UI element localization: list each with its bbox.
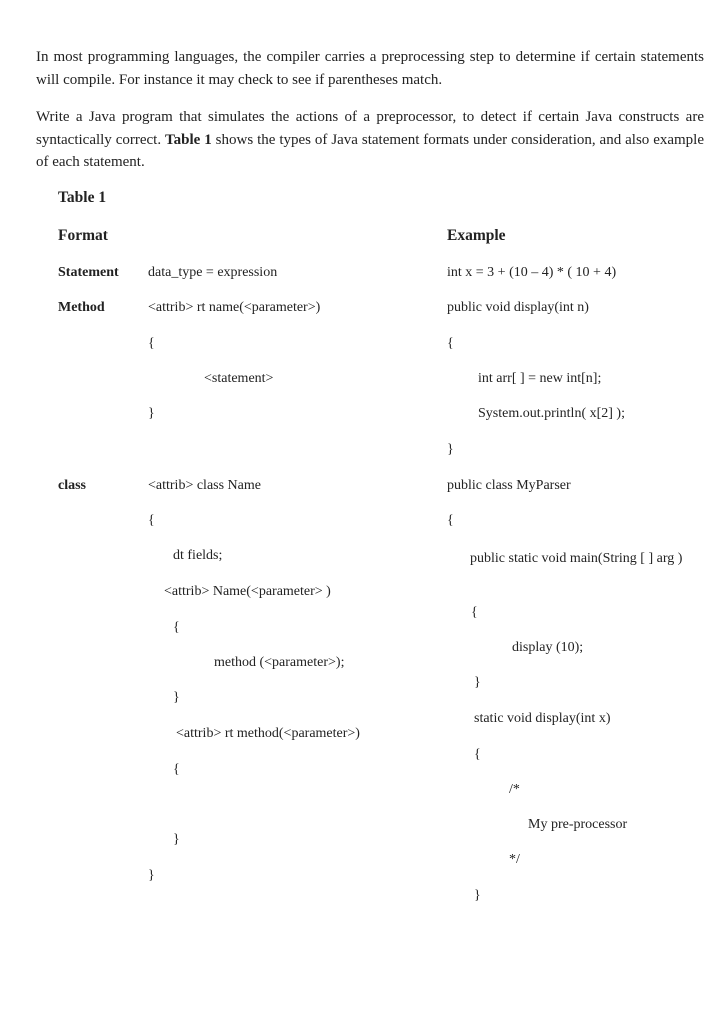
method-example-line: public void display(int n): [447, 300, 589, 315]
class-example-line: public class MyParser: [447, 478, 571, 493]
class-example-line: My pre-processor: [528, 817, 628, 832]
class-format-line: {: [148, 513, 155, 528]
class-format-line: {: [173, 762, 180, 777]
method-example-line: System.out.println( x[2] );: [478, 406, 625, 421]
class-example-line: public static void main(String [ ] arg ): [470, 551, 683, 566]
class-example-line: {: [471, 605, 478, 620]
class-example-line: static void display(int x): [474, 711, 611, 726]
row-label-method: Method: [58, 300, 105, 315]
class-format-line: <attrib> class Name: [148, 478, 261, 493]
class-example-line: {: [474, 747, 481, 762]
table-caption: Table 1: [58, 189, 107, 206]
method-format-line: }: [148, 406, 155, 421]
intro-p2-text-end: shows the types of Java statement formats under consideration, and also example of each statement.: [36, 131, 705, 170]
method-format-line: <statement>: [204, 371, 274, 386]
class-format-line: }: [173, 832, 180, 847]
row-label-class: class: [58, 478, 86, 493]
class-example-line: /*: [509, 782, 520, 797]
class-format-line: {: [173, 620, 180, 635]
method-example-line: }: [447, 442, 454, 457]
class-format-line: dt fields;: [173, 548, 223, 563]
class-example-line: }: [474, 675, 481, 690]
header-example: Example: [447, 227, 506, 244]
intro-paragraph-2: [36, 106, 704, 174]
class-format-line: method (<parameter>);: [214, 655, 345, 670]
method-format-line: {: [148, 336, 155, 351]
intro-p2-text-start: Write a Java program that simulates the actions of a preprocessor, to detect if certain Java constructs are syntactically correct.: [36, 109, 704, 148]
method-example-line: {: [447, 336, 454, 351]
class-example-line: display (10);: [512, 640, 584, 655]
class-example-line: {: [447, 513, 454, 528]
class-format-line: }: [148, 868, 155, 883]
statement-format-line: data_type = expression: [148, 265, 278, 280]
class-example-line: */: [509, 852, 520, 867]
row-label-statement: Statement: [58, 265, 119, 280]
class-format-line: }: [173, 690, 180, 705]
intro-paragraph-1: In most programming languages, the compiler carries a preprocessing step to determine if certain statements will compile. For instance it may check to see if parentheses match.: [36, 49, 704, 88]
method-example-line: int arr[ ] = new int[n];: [478, 371, 602, 386]
class-format-line: <attrib> Name(<parameter> ): [164, 584, 331, 599]
statement-example-line: int x = 3 + (10 – 4) * ( 10 + 4): [447, 265, 617, 280]
intro-p2-table-ref: Table 1: [165, 131, 212, 148]
header-format: Format: [58, 227, 108, 244]
method-format-line: <attrib> rt name(<parameter>): [148, 300, 321, 315]
class-example-line: }: [474, 888, 481, 903]
class-format-line: <attrib> rt method(<parameter>): [176, 726, 360, 741]
